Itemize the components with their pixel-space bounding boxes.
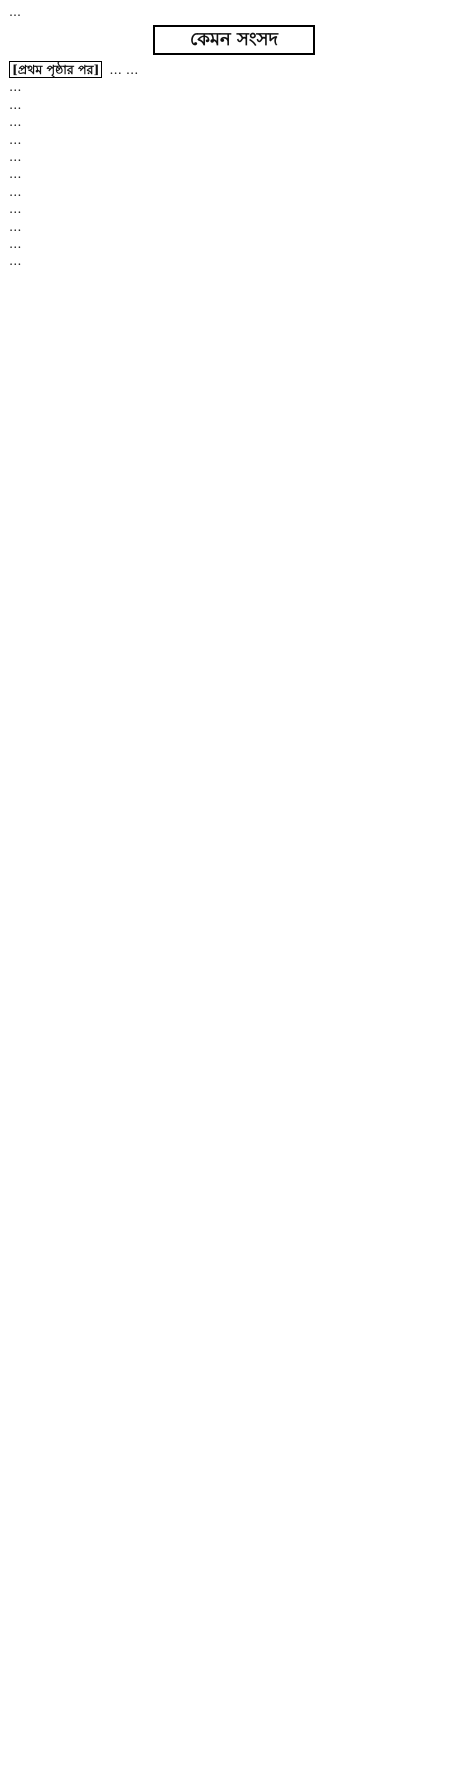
body-paragraph	[9, 148, 459, 165]
body-paragraph-text: …	[9, 114, 22, 130]
body-paragraph	[9, 131, 459, 148]
body-paragraph-text: …	[9, 253, 22, 269]
body-paragraph	[9, 165, 459, 182]
body-paragraph-text: …	[109, 62, 122, 77]
body-paragraph	[9, 96, 459, 113]
lead-label: [প্রথম পৃষ্ঠার পর]	[9, 61, 102, 78]
body-paragraph-text: …	[9, 218, 22, 234]
body-paragraph	[9, 252, 459, 269]
body-paragraph-text: …	[9, 96, 22, 112]
article-body	[9, 61, 459, 270]
body-paragraph	[9, 218, 459, 235]
continuation-top-line: …	[9, 5, 21, 19]
body-paragraph	[9, 78, 459, 95]
body-paragraph	[9, 183, 459, 200]
body-paragraph	[9, 235, 459, 252]
body-paragraph-text: …	[9, 201, 22, 217]
body-paragraph-text: …	[9, 131, 22, 147]
body-paragraph	[9, 113, 459, 130]
body-paragraph-text: …	[9, 183, 22, 199]
body-paragraph-text: …	[125, 62, 139, 77]
body-paragraph-text: …	[9, 79, 22, 95]
body-paragraph-text: …	[9, 236, 22, 252]
article-headline: কেমন সংসদ	[153, 25, 315, 55]
body-paragraph	[9, 200, 459, 217]
body-paragraph-text: …	[9, 166, 22, 182]
body-paragraph	[9, 61, 459, 78]
body-paragraph-text: …	[9, 149, 22, 165]
